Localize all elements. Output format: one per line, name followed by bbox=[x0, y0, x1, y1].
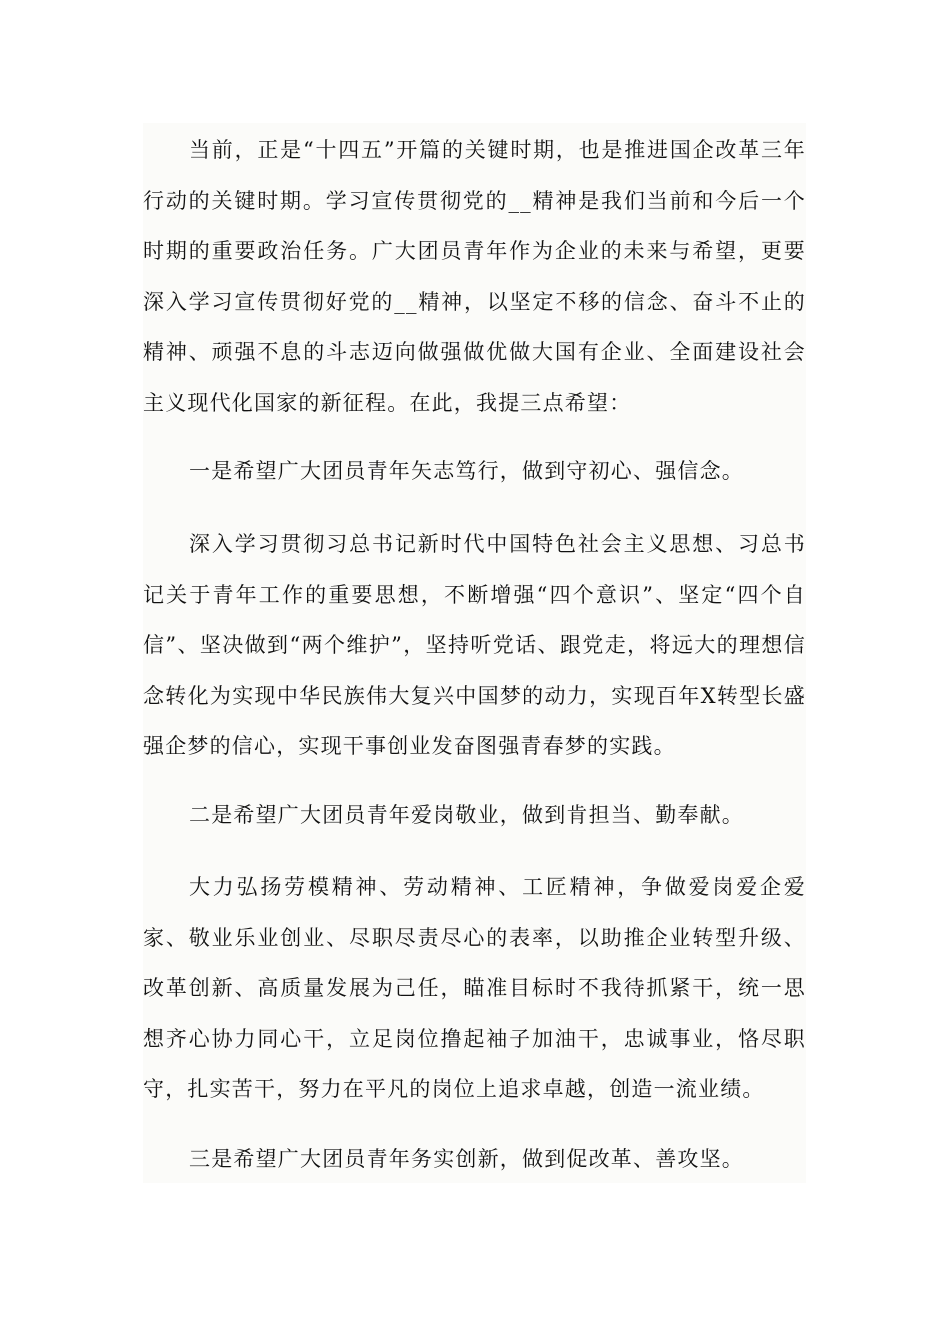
paragraph-hope-one: 深入学习贯彻习总书记新时代中国特色社会主义思想、习总书记关于青年工作的重要思想，不断增强“四个意识”、坚定“四个自信”、坚决做到“两个维护”，坚持听党话、跟党走，将远大的理想信念转化为实现中华民族伟大复兴中国梦的动力，实现百年X转型长盛强企梦的信心，实现干事创业发奋图强青春梦的实践。 bbox=[143, 532, 806, 758]
heading-hope-two: 二是希望广大团员青年爱岗敬业，做到肯担当、勤奉献。 bbox=[189, 803, 744, 827]
paragraph-intro: 当前，正是“十四五”开篇的关键时期，也是推进国企改革三年行动的关键时期。学习宣传贯彻党的__精神是我们当前和今后一个时期的重要政治任务。广大团员青年作为企业的未来与希望，更要深入学习宣传贯彻好党的__精神，以坚定不移的信念、奋斗不止的精神、顽强不息的斗志迈向做强做优做大国有企业、全面建设社会主义现代化国家的新征程。在此，我提三点希望： bbox=[143, 138, 806, 415]
paragraph-hope-two: 大力弘扬劳模精神、劳动精神、工匠精神，争做爱岗爱企爱家、敬业乐业创业、尽职尽责尽心的表率，以助推企业转型升级、改革创新、高质量发展为己任，瞄准目标时不我待抓紧干，统一思想齐心协力同心干，立足岗位撸起袖子加油干，忠诚事业，恪尽职守，扎实苦干，努力在平凡的岗位上追求卓越，创造一流业绩。 bbox=[143, 875, 806, 1101]
heading-hope-three: 三是希望广大团员青年务实创新，做到促改革、善攻坚。 bbox=[189, 1147, 744, 1171]
heading-hope-one: 一是希望广大团员青年矢志笃行，做到守初心、强信念。 bbox=[189, 459, 744, 483]
